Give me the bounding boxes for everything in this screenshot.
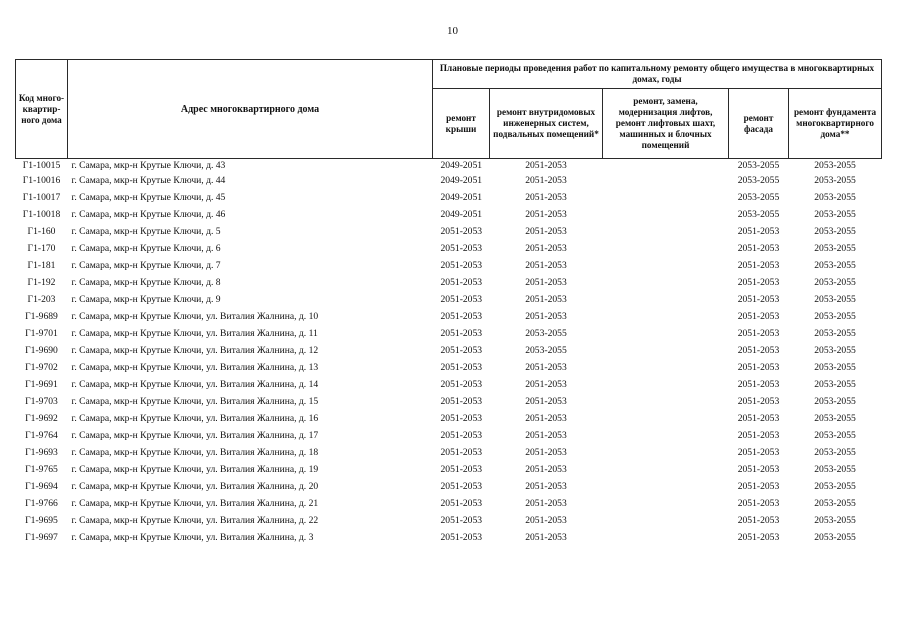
cell-foundation: 2053-2055: [814, 277, 856, 288]
cell-code: Г1-160: [27, 226, 56, 237]
cell-code: Г1-181: [27, 260, 56, 271]
cell-elevators: [603, 393, 729, 410]
cell-foundation: 2053-2055: [814, 481, 856, 492]
cell-address: г. Самара, мкр-н Крутые Ключи, ул. Виталия Жалнина, д. 17: [71, 430, 319, 441]
cell-code: Г1-10015: [22, 160, 61, 171]
table-row: [16, 342, 882, 359]
capital-repair-table: [15, 59, 882, 546]
table-row: [16, 206, 882, 223]
cell-roof: 2051-2053: [440, 311, 483, 322]
cell-roof: 2051-2053: [440, 379, 483, 390]
table-row: [16, 478, 882, 495]
cell-code: Г1-10016: [22, 175, 61, 186]
cell-foundation: 2053-2055: [814, 362, 856, 373]
cell-address: г. Самара, мкр-н Крутые Ключи, ул. Виталия Жалнина, д. 22: [71, 515, 319, 526]
cell-roof: 2051-2053: [440, 396, 483, 407]
cell-address: г. Самара, мкр-н Крутые Ключи, ул. Виталия Жалнина, д. 14: [71, 379, 319, 390]
table-row: [16, 444, 882, 461]
cell-roof: 2051-2053: [440, 464, 483, 475]
cell-roof: 2051-2053: [440, 413, 483, 424]
cell-code: Г1-170: [27, 243, 56, 254]
cell-foundation: 2053-2055: [814, 192, 856, 203]
cell-code: Г1-10017: [22, 192, 61, 203]
cell-engineering: 2053-2055: [525, 345, 567, 356]
cell-elevators: [603, 376, 729, 393]
cell-elevators: [603, 410, 729, 427]
table-row: [16, 223, 882, 240]
cell-engineering: 2053-2055: [525, 328, 567, 339]
cell-foundation: 2053-2055: [814, 160, 856, 171]
cell-code: Г1-9691: [25, 379, 58, 390]
cell-facade: 2051-2053: [737, 328, 780, 339]
cell-code: Г1-9692: [25, 413, 58, 424]
cell-facade: 2051-2053: [737, 464, 780, 475]
cell-facade: 2051-2053: [737, 311, 780, 322]
cell-facade: 2051-2053: [737, 447, 780, 458]
cell-facade: 2053-2055: [737, 175, 780, 186]
header-periods-group: Плановые периоды проведения работ по капитальному ремонту общего имущества в многоквартирных домах, годы: [433, 60, 882, 89]
cell-address: г. Самара, мкр-н Крутые Ключи, ул. Виталия Жалнина, д. 15: [71, 396, 319, 407]
header-foundation: ремонт фундамента многоквартирного дома**: [789, 89, 882, 159]
cell-roof: 2051-2053: [440, 345, 483, 356]
table-row: [16, 393, 882, 410]
cell-facade: 2051-2053: [737, 362, 780, 373]
cell-facade: 2051-2053: [737, 413, 780, 424]
table-row: [16, 512, 882, 529]
cell-roof: 2051-2053: [440, 328, 483, 339]
table-row: [16, 461, 882, 478]
cell-roof: 2051-2053: [440, 515, 483, 526]
cell-elevators: [603, 444, 729, 461]
cell-facade: 2051-2053: [737, 498, 780, 509]
table-row: [16, 359, 882, 376]
cell-roof: 2051-2053: [440, 481, 483, 492]
cell-facade: 2051-2053: [737, 379, 780, 390]
table-row: [16, 529, 882, 546]
cell-code: Г1-192: [27, 277, 56, 288]
cell-address: г. Самара, мкр-н Крутые Ключи, д. 7: [71, 260, 221, 271]
table-row: [16, 495, 882, 512]
table-row: [16, 240, 882, 257]
cell-address: г. Самара, мкр-н Крутые Ключи, д. 6: [71, 243, 221, 254]
cell-elevators: [603, 274, 729, 291]
cell-facade: 2053-2055: [737, 192, 780, 203]
cell-facade: 2051-2053: [737, 532, 780, 543]
cell-address: г. Самара, мкр-н Крутые Ключи, ул. Виталия Жалнина, д. 18: [71, 447, 319, 458]
cell-foundation: 2053-2055: [814, 515, 856, 526]
cell-foundation: 2053-2055: [814, 379, 856, 390]
cell-roof: 2051-2053: [440, 532, 483, 543]
cell-elevators: [603, 308, 729, 325]
cell-facade: 2053-2055: [737, 160, 780, 171]
cell-foundation: 2053-2055: [814, 243, 856, 254]
cell-address: г. Самара, мкр-н Крутые Ключи, ул. Виталия Жалнина, д. 20: [71, 481, 319, 492]
cell-code: Г1-9703: [25, 396, 58, 407]
cell-elevators: [603, 342, 729, 359]
cell-elevators: [603, 529, 729, 546]
cell-engineering: 2051-2053: [525, 277, 567, 288]
cell-code: Г1-9766: [25, 498, 58, 509]
cell-roof: 2049-2051: [440, 192, 483, 203]
cell-facade: 2051-2053: [737, 226, 780, 237]
cell-roof: 2051-2053: [440, 430, 483, 441]
cell-foundation: 2053-2055: [814, 430, 856, 441]
cell-roof: 2051-2053: [440, 260, 483, 271]
cell-elevators: [603, 427, 729, 444]
cell-engineering: 2051-2053: [525, 379, 567, 390]
cell-roof: 2051-2053: [440, 447, 483, 458]
table-row: [16, 189, 882, 206]
cell-roof: 2049-2051: [440, 209, 483, 220]
cell-address: г. Самара, мкр-н Крутые Ключи, д. 5: [71, 226, 221, 237]
cell-code: Г1-203: [27, 294, 56, 305]
cell-elevators: [603, 206, 729, 223]
cell-address: г. Самара, мкр-н Крутые Ключи, д. 45: [71, 192, 226, 203]
cell-engineering: 2051-2053: [525, 243, 567, 254]
cell-elevators: [603, 512, 729, 529]
cell-foundation: 2053-2055: [814, 260, 856, 271]
cell-elevators: [603, 461, 729, 478]
table-body: [16, 159, 882, 547]
cell-code: Г1-9764: [25, 430, 58, 441]
header-elevators: ремонт, замена, модернизация лифтов, ремонт лифтовых шахт, машинных и блочных помещений: [603, 89, 729, 159]
cell-address: г. Самара, мкр-н Крутые Ключи, ул. Виталия Жалнина, д. 13: [71, 362, 319, 373]
cell-engineering: 2051-2053: [525, 413, 567, 424]
header-facade: ремонт фасада: [729, 89, 789, 159]
table-row: [16, 274, 882, 291]
cell-foundation: 2053-2055: [814, 464, 856, 475]
cell-engineering: 2051-2053: [525, 430, 567, 441]
cell-address: г. Самара, мкр-н Крутые Ключи, д. 46: [71, 209, 226, 220]
cell-facade: 2051-2053: [737, 396, 780, 407]
cell-elevators: [603, 325, 729, 342]
table-row: [16, 325, 882, 342]
cell-code: Г1-9765: [25, 464, 58, 475]
cell-foundation: 2053-2055: [814, 447, 856, 458]
cell-engineering: 2051-2053: [525, 447, 567, 458]
cell-foundation: 2053-2055: [814, 532, 856, 543]
cell-code: Г1-9689: [25, 311, 58, 322]
cell-facade: 2051-2053: [737, 294, 780, 305]
cell-engineering: 2051-2053: [525, 209, 567, 220]
cell-roof: 2051-2053: [440, 226, 483, 237]
cell-engineering: 2051-2053: [525, 160, 567, 171]
cell-engineering: 2051-2053: [525, 464, 567, 475]
cell-engineering: 2051-2053: [525, 532, 567, 543]
cell-foundation: 2053-2055: [814, 413, 856, 424]
cell-roof: 2051-2053: [440, 362, 483, 373]
cell-elevators: [603, 291, 729, 308]
cell-foundation: 2053-2055: [814, 345, 856, 356]
cell-engineering: 2051-2053: [525, 175, 567, 186]
cell-foundation: 2053-2055: [814, 328, 856, 339]
table-row: [16, 308, 882, 325]
cell-elevators: [603, 223, 729, 240]
cell-facade: 2051-2053: [737, 243, 780, 254]
cell-engineering: 2051-2053: [525, 515, 567, 526]
table-row: [16, 410, 882, 427]
cell-roof: 2051-2053: [440, 294, 483, 305]
cell-code: Г1-9702: [25, 362, 58, 373]
table-row: [16, 427, 882, 444]
cell-engineering: 2051-2053: [525, 226, 567, 237]
cell-elevators: [603, 172, 729, 189]
cell-code: Г1-9694: [25, 481, 58, 492]
cell-elevators: [603, 495, 729, 512]
cell-engineering: 2051-2053: [525, 192, 567, 203]
cell-engineering: 2051-2053: [525, 311, 567, 322]
cell-engineering: 2051-2053: [525, 498, 567, 509]
cell-foundation: 2053-2055: [814, 311, 856, 322]
cell-address: г. Самара, мкр-н Крутые Ключи, ул. Виталия Жалнина, д. 19: [71, 464, 319, 475]
table-row: [16, 159, 882, 173]
cell-address: г. Самара, мкр-н Крутые Ключи, ул. Виталия Жалнина, д. 11: [71, 328, 318, 339]
cell-elevators: [603, 240, 729, 257]
cell-address: г. Самара, мкр-н Крутые Ключи, ул. Виталия Жалнина, д. 21: [71, 498, 319, 509]
header-roof: ремонт крыши: [433, 89, 490, 159]
cell-address: г. Самара, мкр-н Крутые Ключи, ул. Виталия Жалнина, д. 10: [71, 311, 319, 322]
cell-code: Г1-9697: [25, 532, 58, 543]
header-row-group: [16, 60, 882, 89]
cell-address: г. Самара, мкр-н Крутые Ключи, ул. Виталия Жалнина, д. 16: [71, 413, 319, 424]
cell-foundation: 2053-2055: [814, 209, 856, 220]
cell-elevators: [603, 159, 729, 173]
cell-facade: 2051-2053: [737, 430, 780, 441]
cell-elevators: [603, 359, 729, 376]
cell-address: г. Самара, мкр-н Крутые Ключи, ул. Виталия Жалнина, д. 12: [71, 345, 319, 356]
cell-roof: 2051-2053: [440, 277, 483, 288]
table-row: [16, 376, 882, 393]
cell-address: г. Самара, мкр-н Крутые Ключи, д. 43: [71, 160, 226, 171]
header-code: Код много-квартир-ного дома: [16, 60, 68, 159]
cell-address: г. Самара, мкр-н Крутые Ключи, ул. Виталия Жалнина, д. 3: [71, 532, 314, 543]
cell-roof: 2051-2053: [440, 498, 483, 509]
cell-code: Г1-9690: [25, 345, 58, 356]
cell-roof: 2051-2053: [440, 243, 483, 254]
cell-address: г. Самара, мкр-н Крутые Ключи, д. 9: [71, 294, 221, 305]
cell-engineering: 2051-2053: [525, 481, 567, 492]
cell-roof: 2049-2051: [440, 160, 483, 171]
cell-roof: 2049-2051: [440, 175, 483, 186]
cell-code: Г1-9701: [25, 328, 58, 339]
cell-foundation: 2053-2055: [814, 175, 856, 186]
header-address: Адрес многоквартирного дома: [68, 60, 433, 159]
cell-facade: 2051-2053: [737, 345, 780, 356]
cell-elevators: [603, 257, 729, 274]
cell-engineering: 2051-2053: [525, 396, 567, 407]
cell-facade: 2051-2053: [737, 515, 780, 526]
table-row: [16, 257, 882, 274]
cell-facade: 2053-2055: [737, 209, 780, 220]
cell-address: г. Самара, мкр-н Крутые Ключи, д. 8: [71, 277, 221, 288]
cell-foundation: 2053-2055: [814, 226, 856, 237]
cell-engineering: 2051-2053: [525, 294, 567, 305]
cell-engineering: 2051-2053: [525, 362, 567, 373]
cell-facade: 2051-2053: [737, 260, 780, 271]
cell-foundation: 2053-2055: [814, 294, 856, 305]
cell-elevators: [603, 189, 729, 206]
page-number: 10: [447, 25, 458, 37]
cell-address: г. Самара, мкр-н Крутые Ключи, д. 44: [71, 175, 226, 186]
cell-elevators: [603, 478, 729, 495]
cell-facade: 2051-2053: [737, 277, 780, 288]
cell-foundation: 2053-2055: [814, 396, 856, 407]
table-row: [16, 291, 882, 308]
cell-code: Г1-9695: [25, 515, 58, 526]
cell-code: Г1-10018: [22, 209, 61, 220]
cell-engineering: 2051-2053: [525, 260, 567, 271]
cell-code: Г1-9693: [25, 447, 58, 458]
table-row: [16, 172, 882, 189]
header-engineering: ремонт внутридомовых инженерных систем, подвальных помещений*: [490, 89, 603, 159]
cell-facade: 2051-2053: [737, 481, 780, 492]
cell-foundation: 2053-2055: [814, 498, 856, 509]
